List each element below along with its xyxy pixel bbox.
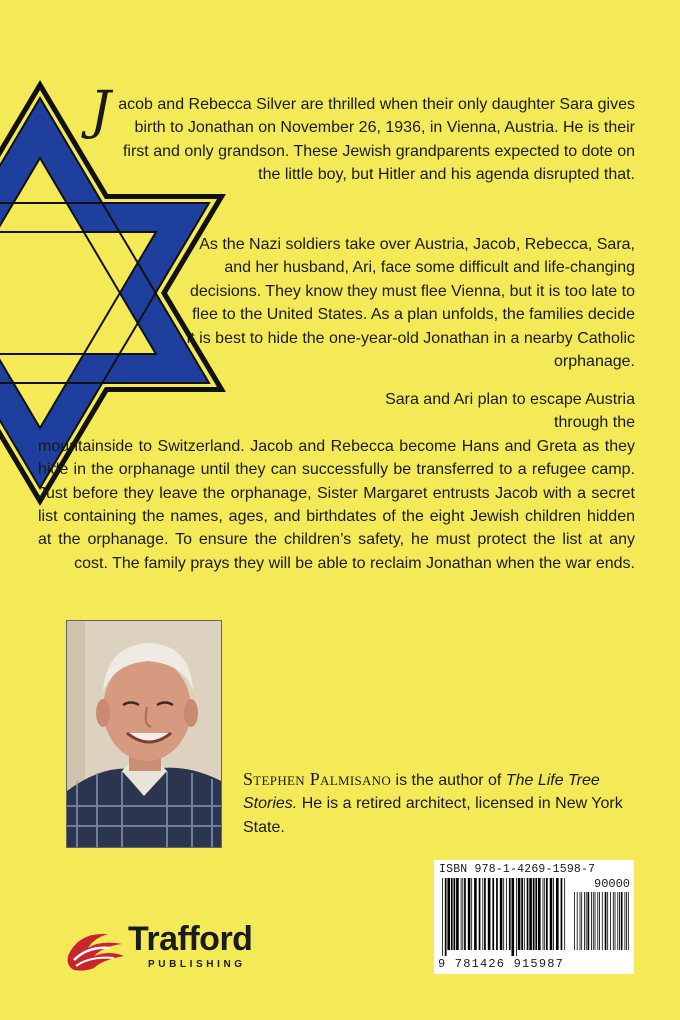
barcode-bar [492, 878, 494, 950]
barcode-bar [607, 892, 608, 950]
barcode-bar [500, 878, 503, 950]
barcode-bar [625, 892, 626, 950]
barcode-bar [471, 878, 472, 950]
barcode-bar [628, 892, 629, 950]
author-bio [243, 768, 643, 839]
barcode-bar [503, 878, 504, 950]
blurb-paragraph-3-first-line: Sara and Ari plan to escape Austria through the [385, 391, 635, 432]
barcode-bar [593, 892, 594, 950]
barcode-bar [553, 878, 554, 950]
barcode-bar [445, 878, 447, 956]
publisher-wordmark: Trafford [128, 920, 253, 958]
barcode-bar [496, 878, 498, 950]
barcode-bar [586, 892, 587, 950]
barcode-bar [442, 878, 443, 956]
drop-cap: J [90, 81, 111, 141]
blurb-paragraph-3-text: mountainside to Switzerland. Jacob and Rebecca become Hans and Greta as they hide in the orphanage until they can successfully be transferred to a refugee camp. Just before they leave the orphanage, Sister Margaret entrusts Jacob with a secret list containing the names, ages, and birthdates of the eight Jewish children hidden at the orphanage. To ensure the children’s safety, he must protect the list at any cost. The family prays they will be able to reclaim Jonathan when the war ends. [38, 437, 635, 572]
barcode-bar [538, 878, 541, 950]
isbn-barcode [434, 860, 634, 974]
blurb-paragraph-1-text: acob and Rebecca Silver are thrilled when their only daughter Sara gives birth to Jonathan on November 26, 1936, in Vienna, Austria. He is their first and only grandson. These Jewish grandparents expected to dote on the little boy, but Hitler and his agenda disrupted that. [118, 96, 635, 184]
barcode-bar [599, 892, 600, 950]
barcode-bar [588, 892, 590, 950]
barcode-bar [454, 878, 456, 950]
barcode-bar [512, 878, 515, 956]
barcode-bar [524, 878, 525, 950]
barcode-bar [518, 878, 521, 950]
barcode-bar [546, 878, 548, 950]
barcode-bar [619, 892, 620, 950]
author-bio-text-2: He is a retired architect, licensed in New York State. [243, 795, 623, 836]
barcode-bar [506, 878, 507, 950]
barcode-bar [615, 892, 616, 950]
blurb-paragraph-3 [38, 388, 635, 575]
barcode-bar [621, 892, 623, 950]
barcode-bar [584, 892, 585, 950]
barcode-bar [610, 892, 611, 950]
barcode-bar [527, 878, 529, 950]
trafford-swoosh-icon [64, 926, 126, 974]
barcode-bar [462, 878, 463, 950]
barcode-bar [468, 878, 471, 950]
barcode-bar [605, 892, 607, 950]
barcode-bar [577, 892, 578, 950]
barcode-bar [488, 878, 491, 950]
author-name: Stephen Palmisano [243, 769, 392, 789]
barcode-bar [484, 878, 486, 950]
barcode-bar [535, 878, 537, 950]
barcode-bar [447, 878, 450, 950]
barcode-bar [580, 892, 581, 950]
barcode-bar [464, 878, 466, 950]
blurb-paragraph-1 [90, 81, 635, 187]
price-code: 90000 [594, 877, 631, 891]
barcode-bar [626, 892, 627, 950]
barcode-bar [574, 892, 575, 950]
publisher-subline: PUBLISHING [148, 959, 246, 970]
barcode-bar [461, 878, 462, 950]
barcode-bar [613, 892, 614, 950]
barcode-bar [516, 878, 517, 956]
barcode-bar [597, 892, 598, 950]
ean-digits: 9 781426 915987 [438, 957, 565, 971]
barcode-bar [529, 878, 532, 950]
barcode-bar [595, 892, 596, 950]
barcode-bar [479, 878, 481, 950]
barcode-bar [451, 878, 453, 950]
barcode-addon-bars [574, 892, 630, 956]
barcode-bars [442, 878, 566, 956]
barcode-bar [556, 878, 559, 950]
book-title: The Life Tree Stories. [243, 772, 600, 813]
barcode-bar [602, 892, 603, 950]
barcode-bar [456, 878, 459, 950]
barcode-bar [509, 878, 511, 950]
barcode-bar [521, 878, 523, 950]
barcode-bar [482, 878, 483, 950]
author-portrait-image [67, 621, 221, 847]
barcode-bar [543, 878, 544, 950]
barcode-bar [550, 878, 553, 950]
barcode-bar [591, 892, 592, 950]
barcode-bar [564, 878, 565, 950]
publisher-logo [64, 920, 304, 976]
barcode-bar [561, 878, 563, 950]
author-bio-text-1: is the author of [391, 772, 506, 789]
barcode-bar [581, 892, 582, 950]
barcode-bar [474, 878, 477, 950]
barcode-bar [533, 878, 535, 950]
barcode-bar [544, 878, 545, 950]
author-photo [66, 620, 222, 848]
blurb-paragraph-2: As the Nazi soldiers take over Austria, Jacob, Rebecca, Sara, and her husband, Ari, face some difficult and life-changing decisions. They know they must flee Vienna, but it is too late to flee to the United States. As a plan unfolds, the families decide it is best to hide the one-year-old Jonathan in a nearby Catholic orphanage. [186, 236, 635, 371]
barcode-bar [617, 892, 618, 950]
isbn-label: ISBN 978-1-4269-1598-7 [439, 863, 596, 876]
